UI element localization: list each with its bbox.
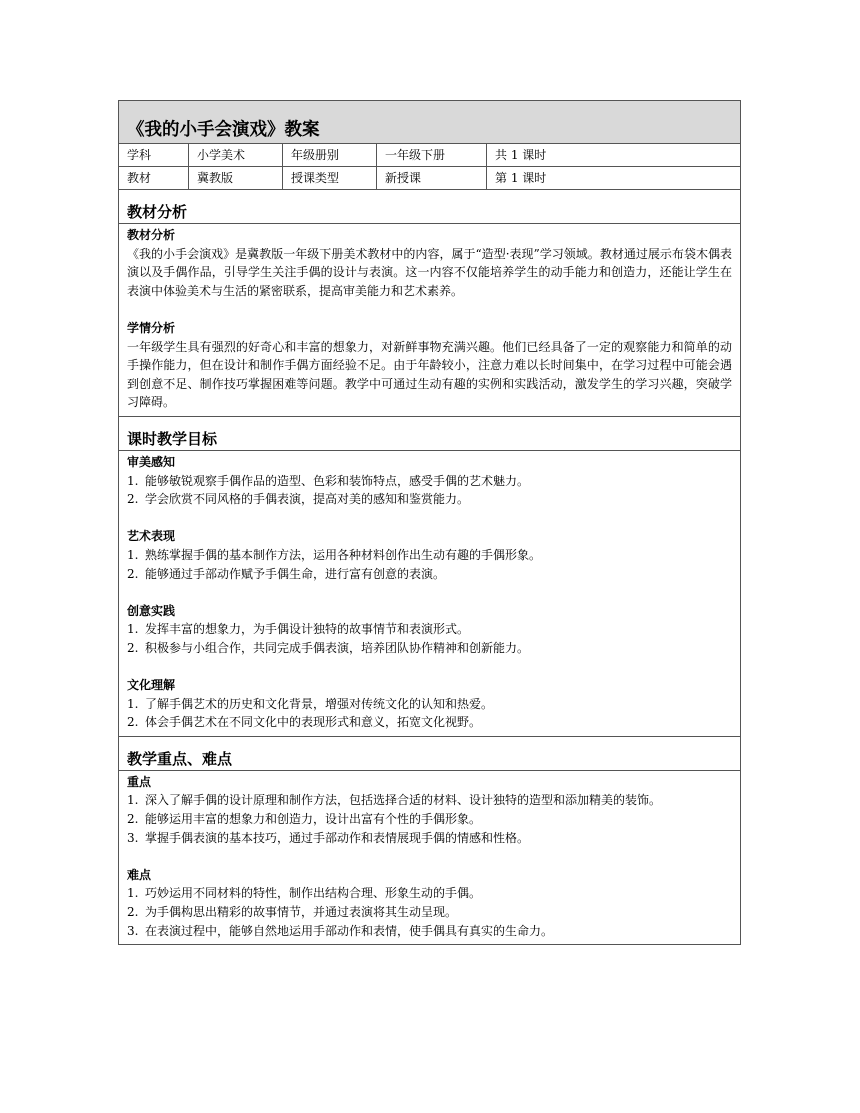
lesson-plan-table: [118, 100, 741, 945]
list-item: 1. 了解手偶艺术的历史和文化背景，增强对传统文化的认知和热爱。: [127, 696, 494, 711]
info-cell: 教材: [119, 167, 189, 190]
subheading: 文化理解: [127, 678, 176, 693]
list-item: 2. 体会手偶艺术在不同文化中的表现形式和意义，拓宽文化视野。: [127, 715, 482, 730]
section-body-key-points: [119, 770, 741, 944]
list-item: 3. 掌握手偶表演的基本技巧，通过手部动作和表情展现手偶的情感和性格。: [127, 830, 530, 845]
list-item: 1. 发挥丰富的想象力，为手偶设计独特的故事情节和表演形式。: [127, 622, 470, 637]
paragraph: 一年级学生具有强烈的好奇心和丰富的想象力，对新鲜事物充满兴趣。他们已经具备了一定的观察能力和简单的动手操作能力，但在设计和制作手偶方面经验不足。由于年龄较小，注意力难以长时间集中，在学习过程中可能会遇到创意不足、制作技巧掌握困难等问题。教学中可通过生动有趣的实例和实践活动，激发学生的学习兴趣，突破学习障碍。: [127, 339, 732, 410]
list-item: 1. 熟练掌握手偶的基本制作方法，运用各种材料创作出生动有趣的手偶形象。: [127, 547, 542, 562]
list-item: 2. 能够运用丰富的想象力和创造力，设计出富有个性的手偶形象。: [127, 812, 482, 827]
info-cell: 授课类型: [283, 167, 377, 190]
document-title: 《我的小手会演戏》教案: [119, 101, 741, 144]
section-heading-material-analysis: 教材分析: [119, 190, 741, 224]
info-cell: 年级册别: [283, 144, 377, 167]
info-cell: 新授课: [377, 167, 487, 190]
subheading: 难点: [127, 867, 152, 882]
subheading: 审美感知: [127, 454, 176, 469]
info-cell: 共 1 课时: [487, 144, 741, 167]
subheading: 教材分析: [127, 228, 176, 242]
info-cell: 小学美术: [189, 144, 283, 167]
list-item: 2. 能够通过手部动作赋予手偶生命，进行富有创意的表演。: [127, 566, 446, 581]
section-heading-key-points: 教学重点、难点: [119, 736, 741, 770]
info-cell: 第 1 课时: [487, 167, 741, 190]
section-body-material-analysis: [119, 224, 741, 417]
list-item: 1. 深入了解手偶的设计原理和制作方法，包括选择合适的材料、设计独特的造型和添加精美的装饰。: [127, 793, 662, 808]
subheading: 艺术表现: [127, 529, 176, 544]
paragraph: 《我的小手会演戏》是冀教版一年级下册美术教材中的内容，属于“造型·表现”学习领域。教材通过展示布袋木偶表演以及手偶作品，引导学生关注手偶的设计与表演。这一内容不仅能培养学生的动手能力和创造力，还能让学生在表演中体验美术与生活的紧密联系，提高审美能力和艺术素养。: [127, 246, 732, 298]
subheading: 学情分析: [127, 320, 176, 335]
info-cell: 学科: [119, 144, 189, 167]
list-item: 1. 能够敏锐观察手偶作品的造型、色彩和装饰特点，感受手偶的艺术魅力。: [127, 473, 530, 488]
list-item: 3. 在表演过程中，能够自然地运用手部动作和表情，使手偶具有真实的生命力。: [127, 923, 554, 938]
list-item: 1. 巧妙运用不同材料的特性，制作出结构合理、形象生动的手偶。: [127, 886, 482, 901]
list-item: 2. 为手偶构思出精彩的故事情节，并通过表演将其生动呈现。: [127, 905, 458, 919]
subheading: 重点: [127, 774, 152, 789]
section-body-objectives: [119, 450, 741, 736]
info-row: [119, 144, 741, 167]
section-heading-objectives: 课时教学目标: [119, 416, 741, 450]
list-item: 2. 积极参与小组合作，共同完成手偶表演，培养团队协作精神和创新能力。: [127, 640, 530, 655]
info-row: [119, 167, 741, 190]
subheading: 创意实践: [127, 603, 176, 618]
info-cell: 一年级下册: [377, 144, 487, 167]
info-cell: 冀教版: [189, 167, 283, 190]
list-item: 2. 学会欣赏不同风格的手偶表演，提高对美的感知和鉴赏能力。: [127, 492, 470, 507]
